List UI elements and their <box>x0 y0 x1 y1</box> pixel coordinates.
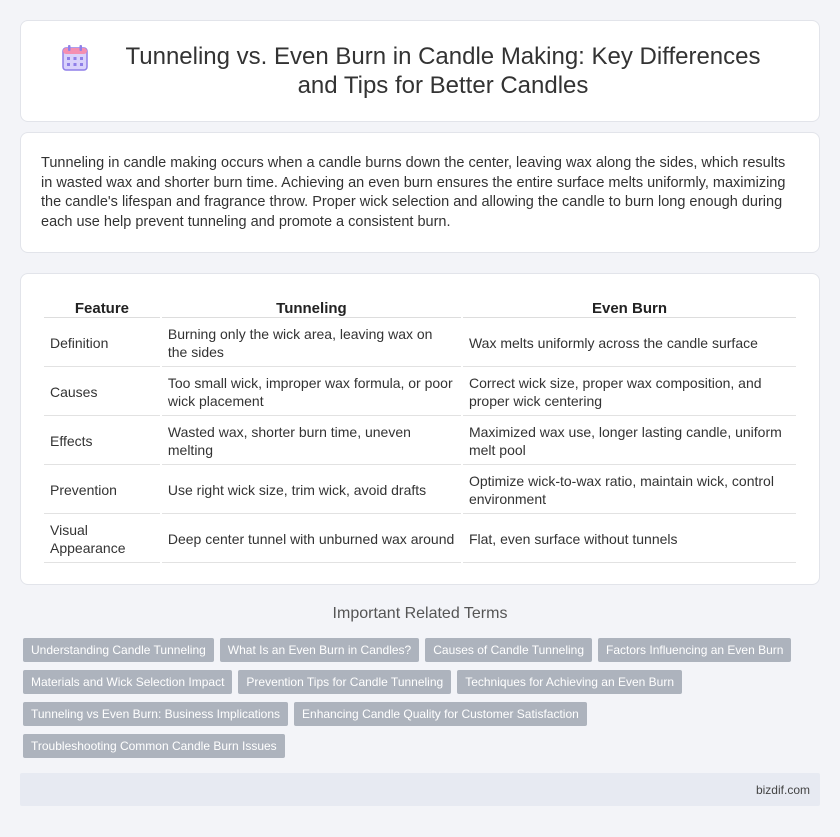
related-term-tag[interactable]: What Is an Even Burn in Candles? <box>220 638 419 662</box>
row-even-burn: Flat, even surface without tunnels <box>463 516 796 563</box>
intro-paragraph: Tunneling in candle making occurs when a candle burns down the center, leaving wax along the sides, which results in wasted wax and shorter burn time. Achieving an even burn ensures the entire surface melts uniformly, maximizing the candle's lifespan and fragrance throw. Proper wick selection and allowing the candle to burn long enough during each use help prevent tunneling and promote a consistent burn. <box>41 155 786 230</box>
tag-row <box>23 638 823 662</box>
footer-bar <box>20 773 820 806</box>
row-tunneling: Wasted wax, shorter burn time, uneven melting <box>162 418 461 465</box>
related-term-tag[interactable]: Causes of Candle Tunneling <box>425 638 592 662</box>
tag-row <box>23 702 823 726</box>
row-tunneling: Use right wick size, trim wick, avoid drafts <box>162 467 461 514</box>
page-title: Tunneling vs. Even Burn in Candle Making: Key Differences and Tips for Better Candles <box>125 43 761 99</box>
table-row <box>44 516 796 563</box>
tag-row <box>23 670 823 694</box>
row-feature: Causes <box>44 369 160 416</box>
related-term-tag[interactable]: Tunneling vs Even Burn: Business Implications <box>23 702 288 726</box>
header-feature: Feature <box>44 297 160 318</box>
header-inner <box>60 42 780 100</box>
row-tunneling: Burning only the wick area, leaving wax on the sides <box>162 320 461 367</box>
calendar-icon <box>60 43 90 73</box>
related-term-tag[interactable]: Techniques for Achieving an Even Burn <box>457 670 682 694</box>
row-even-burn: Optimize wick-to-wax ratio, maintain wick, control environment <box>463 467 796 514</box>
row-even-burn: Correct wick size, proper wax composition, and proper wick centering <box>463 369 796 416</box>
related-terms-tags <box>23 638 823 766</box>
table-row <box>44 418 796 465</box>
row-feature: Definition <box>44 320 160 367</box>
related-term-tag[interactable]: Troubleshooting Common Candle Burn Issues <box>23 734 285 758</box>
table-row <box>44 320 796 367</box>
table-row <box>44 467 796 514</box>
comparison-table-card <box>20 273 820 585</box>
table-header-row <box>44 297 796 318</box>
related-term-tag[interactable]: Factors Influencing an Even Burn <box>598 638 791 662</box>
intro-card <box>20 132 820 253</box>
row-even-burn: Maximized wax use, longer lasting candle, uniform melt pool <box>463 418 796 465</box>
row-even-burn: Wax melts uniformly across the candle surface <box>463 320 796 367</box>
related-term-tag[interactable]: Understanding Candle Tunneling <box>23 638 214 662</box>
header-card <box>20 20 820 122</box>
table-row <box>44 369 796 416</box>
row-tunneling: Too small wick, improper wax formula, or poor wick placement <box>162 369 461 416</box>
header-tunneling: Tunneling <box>162 297 461 318</box>
comparison-table <box>42 295 798 565</box>
row-feature: Prevention <box>44 467 160 514</box>
row-feature: Visual Appearance <box>44 516 160 563</box>
header-even-burn: Even Burn <box>463 297 796 318</box>
related-terms-title: Important Related Terms <box>332 605 508 622</box>
related-term-tag[interactable]: Prevention Tips for Candle Tunneling <box>238 670 451 694</box>
row-tunneling: Deep center tunnel with unburned wax around <box>162 516 461 563</box>
related-term-tag[interactable]: Enhancing Candle Quality for Customer Satisfaction <box>294 702 587 726</box>
footer-site-link[interactable]: bizdif.com <box>755 783 810 797</box>
row-feature: Effects <box>44 418 160 465</box>
related-term-tag[interactable]: Materials and Wick Selection Impact <box>23 670 232 694</box>
tag-row <box>23 734 823 758</box>
